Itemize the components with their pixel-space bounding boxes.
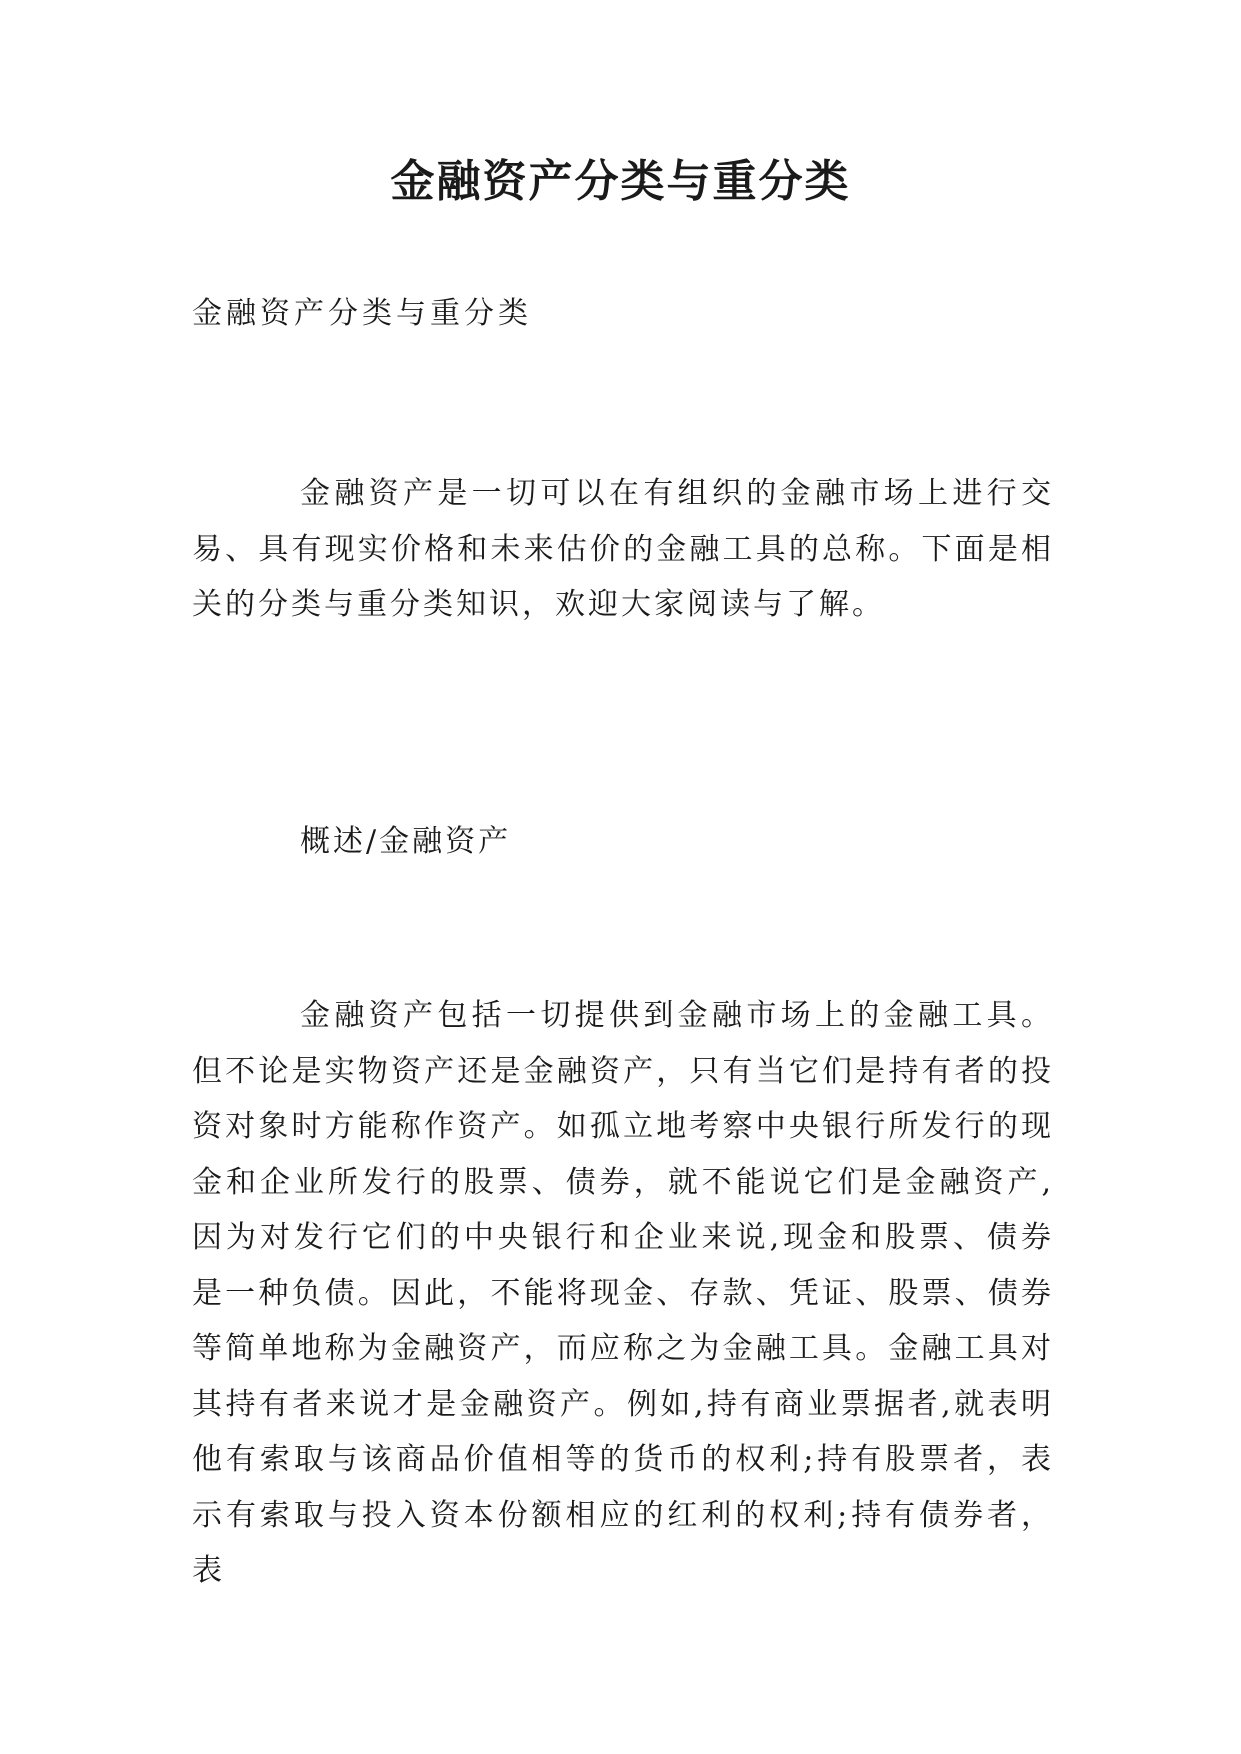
intro-paragraph: 金融资产是一切可以在有组织的金融市场上进行交易、具有现实价格和未来估价的金融工具的总称。下面是相关的分类与重分类知识，欢迎大家阅读与了解。 [192, 476, 1054, 622]
section-heading: 概述/金融资产 [300, 824, 512, 859]
body-paragraph: 金融资产包括一切提供到金融市场上的金融工具。但不论是实物资产还是金融资产，只有当它们是持有者的投资对象时方能称作资产。如孤立地考察中央银行所发行的现金和企业所发行的股票、债券，就不能说它们是金融资产,因为对发行它们的中央银行和企业来说,现金和股票、债券是一种负债。因此，不能将现金、存款、凭证、股票、债券等简单地称为金融资产，而应称之为金融工具。金融工具对其持有者来说才是金融资产。例如,持有商业票据者,就表明他有索取与该商品价值相等的货币的权利;持有股票者，表示有索取与投入资本份额相应的红利的权利;持有债券者，表 [192, 998, 1054, 1588]
document-subtitle: 金融资产分类与重分类 [192, 296, 532, 331]
document-title: 金融资产分类与重分类 [390, 156, 851, 207]
